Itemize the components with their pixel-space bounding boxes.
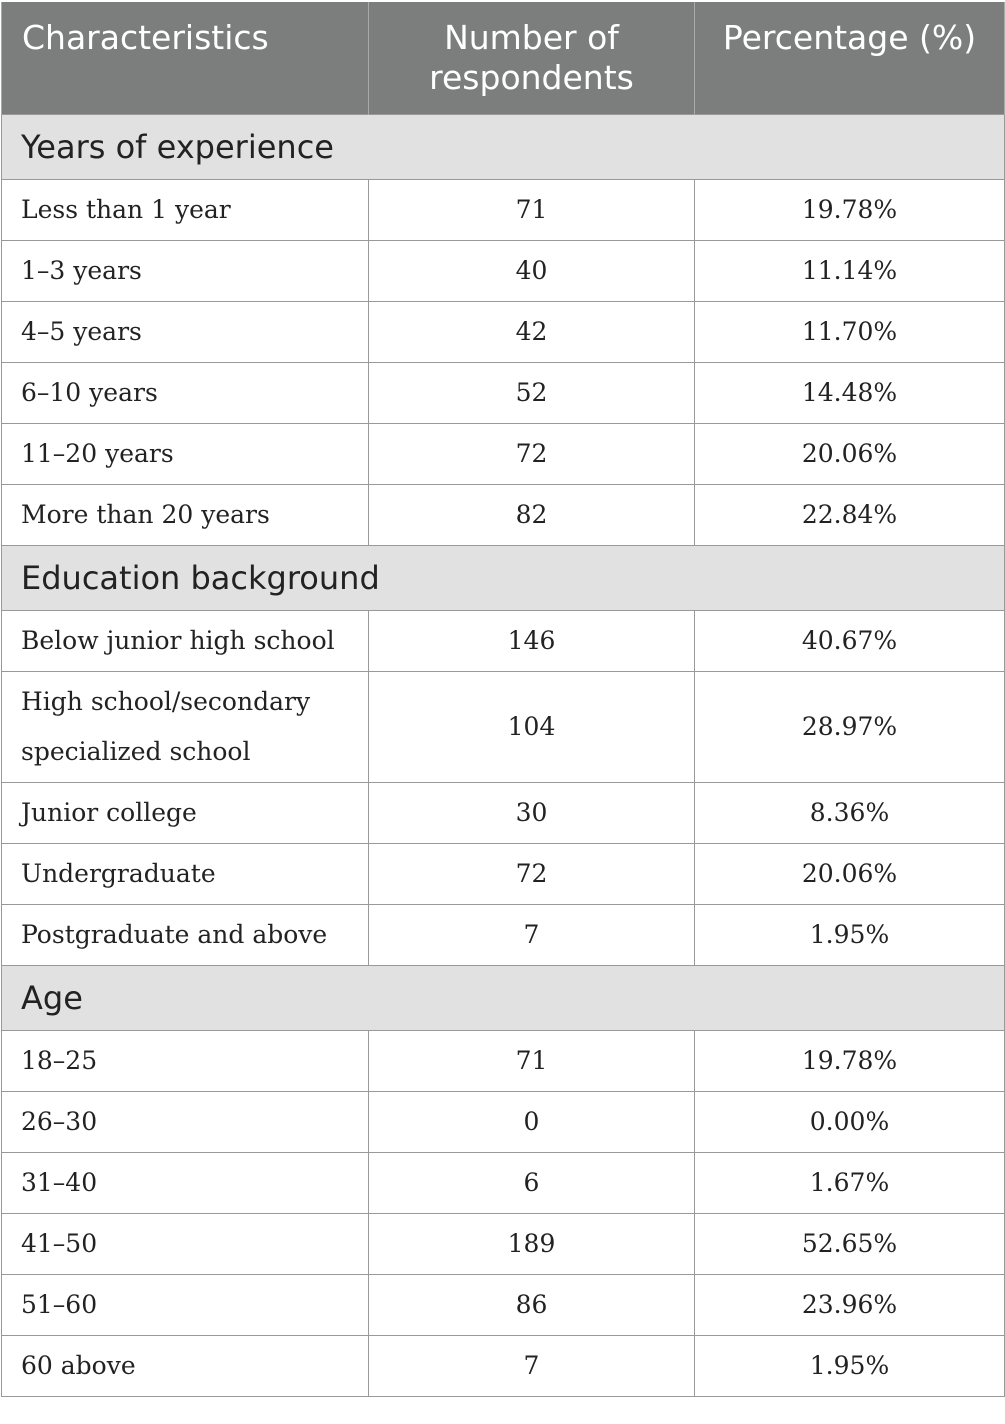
row-count: 71 xyxy=(369,179,695,240)
table-row xyxy=(2,1213,1005,1274)
row-percentage: 19.78% xyxy=(695,179,1005,240)
row-label: 51–60 xyxy=(2,1274,369,1335)
row-percentage: 19.78% xyxy=(695,1030,1005,1091)
row-count: 104 xyxy=(369,671,695,782)
row-percentage: 1.67% xyxy=(695,1152,1005,1213)
table-row xyxy=(2,904,1005,965)
table-row xyxy=(2,610,1005,671)
row-count: 82 xyxy=(369,484,695,545)
row-label: 60 above xyxy=(2,1335,369,1396)
row-label: 4–5 years xyxy=(2,301,369,362)
row-label: 18–25 xyxy=(2,1030,369,1091)
table-row xyxy=(2,1091,1005,1152)
row-percentage: 11.14% xyxy=(695,240,1005,301)
section-row-age xyxy=(2,965,1005,1030)
row-percentage: 8.36% xyxy=(695,782,1005,843)
table-row xyxy=(2,1274,1005,1335)
row-percentage: 20.06% xyxy=(695,423,1005,484)
row-count: 86 xyxy=(369,1274,695,1335)
row-count: 42 xyxy=(369,301,695,362)
row-label: 26–30 xyxy=(2,1091,369,1152)
row-percentage: 14.48% xyxy=(695,362,1005,423)
table-row xyxy=(2,782,1005,843)
row-count: 30 xyxy=(369,782,695,843)
row-label: More than 20 years xyxy=(2,484,369,545)
row-label: Junior college xyxy=(2,782,369,843)
row-percentage: 52.65% xyxy=(695,1213,1005,1274)
row-percentage: 0.00% xyxy=(695,1091,1005,1152)
row-count: 72 xyxy=(369,843,695,904)
row-label: Postgraduate and above xyxy=(2,904,369,965)
row-percentage: 40.67% xyxy=(695,610,1005,671)
table-row xyxy=(2,484,1005,545)
respondent-characteristics-table xyxy=(1,2,1005,1397)
table-row xyxy=(2,1152,1005,1213)
row-label: Less than 1 year xyxy=(2,179,369,240)
row-percentage: 28.97% xyxy=(695,671,1005,782)
row-label: 41–50 xyxy=(2,1213,369,1274)
table-row xyxy=(2,423,1005,484)
row-percentage: 20.06% xyxy=(695,843,1005,904)
row-percentage: 1.95% xyxy=(695,904,1005,965)
row-count: 52 xyxy=(369,362,695,423)
row-count: 72 xyxy=(369,423,695,484)
table-row xyxy=(2,301,1005,362)
row-label: 31–40 xyxy=(2,1152,369,1213)
row-label: 11–20 years xyxy=(2,423,369,484)
row-percentage: 22.84% xyxy=(695,484,1005,545)
row-label: 6–10 years xyxy=(2,362,369,423)
table-row xyxy=(2,240,1005,301)
row-label: High school/secondary specialized school xyxy=(2,671,369,782)
row-count: 189 xyxy=(369,1213,695,1274)
row-count: 40 xyxy=(369,240,695,301)
header-characteristics: Characteristics xyxy=(2,2,369,114)
section-title: Years of experience xyxy=(2,114,1005,179)
header-number-of-respondents: Number of respondents xyxy=(369,2,695,114)
row-count: 71 xyxy=(369,1030,695,1091)
row-count: 7 xyxy=(369,904,695,965)
row-label: 1–3 years xyxy=(2,240,369,301)
table-row xyxy=(2,1030,1005,1091)
table-row xyxy=(2,179,1005,240)
section-row-years-of-experience xyxy=(2,114,1005,179)
section-title: Education background xyxy=(2,545,1005,610)
table-row xyxy=(2,1335,1005,1396)
header-percentage: Percentage (%) xyxy=(695,2,1005,114)
header-row xyxy=(2,2,1005,114)
row-label: Undergraduate xyxy=(2,843,369,904)
table-row xyxy=(2,671,1005,782)
row-count: 7 xyxy=(369,1335,695,1396)
section-title: Age xyxy=(2,965,1005,1030)
table-row xyxy=(2,843,1005,904)
row-count: 146 xyxy=(369,610,695,671)
row-percentage: 1.95% xyxy=(695,1335,1005,1396)
row-label: Below junior high school xyxy=(2,610,369,671)
row-percentage: 11.70% xyxy=(695,301,1005,362)
row-count: 6 xyxy=(369,1152,695,1213)
table-row xyxy=(2,362,1005,423)
row-percentage: 23.96% xyxy=(695,1274,1005,1335)
section-row-education-background xyxy=(2,545,1005,610)
row-count: 0 xyxy=(369,1091,695,1152)
